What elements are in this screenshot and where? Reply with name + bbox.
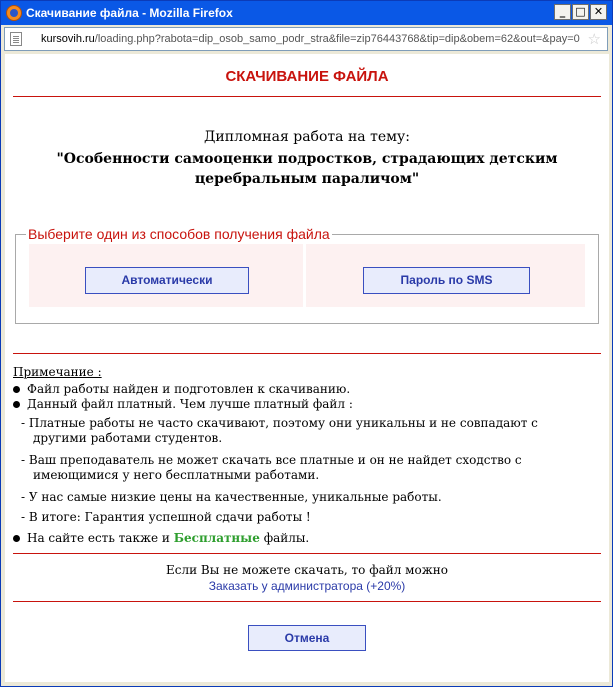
note-dash: - У нас самые низкие цены на качественные, уникальные работы. — [21, 490, 442, 504]
url-path: /loading.php?rabota=dip_osob_samo_podr_stra&file=zip76443768&tip=dip&obem=62&out=&pay=0 — [94, 33, 580, 45]
note-dash: - Ваш преподаватель не может скачать все платные и он не найдет сходство с имеющимися у него бесплатными работами. — [21, 453, 522, 482]
close-button[interactable]: ✕ — [590, 4, 607, 20]
note-dash: - В итоге: Гарантия успешной сдачи работы ! — [21, 510, 311, 524]
bullet-icon — [13, 401, 20, 408]
url-domain: kursovih.ru — [41, 33, 95, 45]
page-content — [5, 54, 609, 682]
free-files-post: файлы. — [263, 531, 310, 545]
free-files-link[interactable]: Бесплатные — [173, 531, 260, 545]
free-files-pre: На сайте есть также и — [27, 531, 170, 545]
window-title: Скачивание файла - Mozilla Firefox — [26, 6, 233, 20]
bookmark-star-icon[interactable]: ☆ — [587, 30, 601, 48]
note-dash: - Платные работы не часто скачивают, поэтому они уникальны и не совпадают с другими работами студентов. — [21, 416, 538, 445]
topic-intro: Дипломная работа на тему: — [204, 129, 410, 145]
bullet-icon — [13, 386, 20, 393]
page-icon — [10, 32, 22, 46]
divider — [13, 96, 601, 97]
order-text: Если Вы не можете скачать, то файл можно — [165, 563, 448, 577]
order-admin-link[interactable]: Заказать у администратора (+20%) — [208, 579, 406, 593]
bullet-icon — [13, 535, 20, 542]
divider — [13, 601, 601, 602]
address-bar[interactable] — [4, 27, 608, 51]
options-legend: Выберите один из способов получения файла — [28, 226, 330, 242]
firefox-icon — [6, 5, 22, 21]
title-bar[interactable] — [1, 1, 612, 25]
sms-password-button[interactable]: Пароль по SMS — [363, 267, 530, 294]
cancel-button[interactable]: Отмена — [248, 625, 366, 651]
note-bullet: Файл работы найден и подготовлен к скачиванию. — [27, 382, 351, 396]
note-bullet: Данный файл платный. Чем лучше платный файл : — [27, 397, 353, 411]
minimize-button[interactable]: _ — [554, 4, 571, 20]
auto-download-button[interactable]: Автоматически — [85, 267, 249, 294]
note-title: Примечание : — [13, 365, 102, 379]
page-title: СКАЧИВАНИЕ ФАЙЛА — [225, 68, 389, 85]
divider — [13, 553, 601, 554]
note-bullet — [27, 531, 593, 546]
topic-title: "Особенности самооценки подростков, страдающих детским церебральным параличом" — [56, 151, 558, 187]
maximize-button[interactable]: □ — [572, 4, 589, 20]
divider — [13, 353, 601, 354]
url-text[interactable] — [41, 33, 581, 45]
